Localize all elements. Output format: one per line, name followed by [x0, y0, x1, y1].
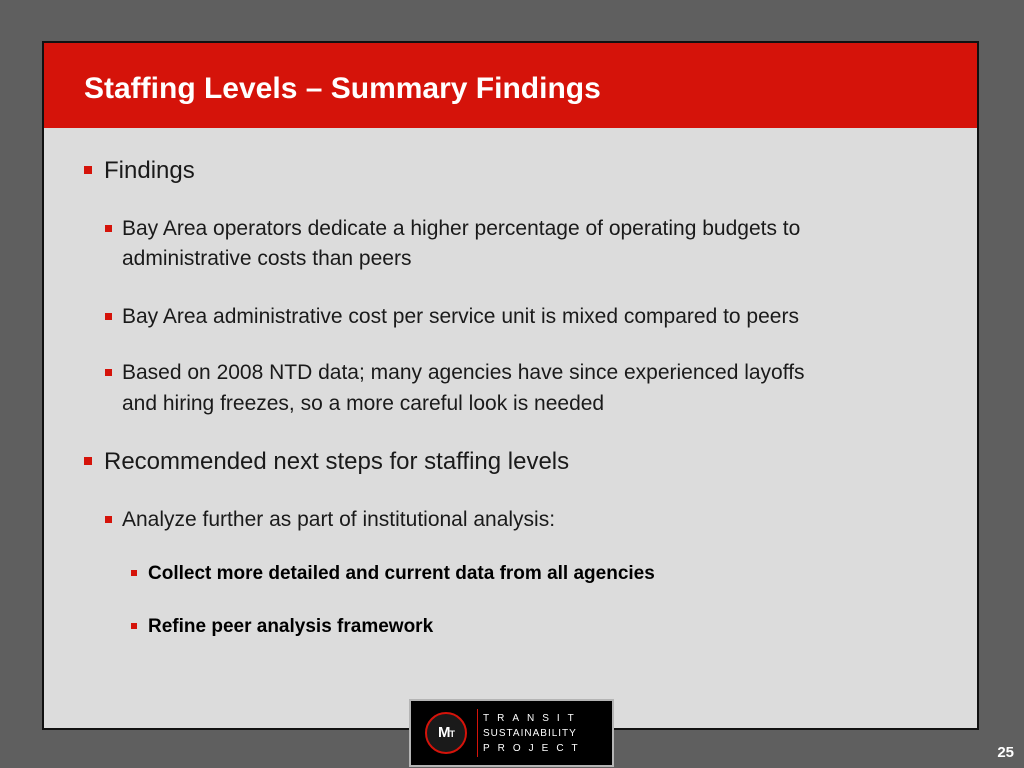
- bullet-square-icon: [105, 313, 112, 320]
- logo-line-transit: TRANSIT: [483, 713, 582, 724]
- bullet-refine-framework: [148, 614, 433, 640]
- bullet-square-icon: [105, 516, 112, 523]
- bullet-ntd-data: [122, 358, 805, 388]
- bullet-square-icon: [84, 166, 92, 174]
- bullet-square-icon: [84, 457, 92, 465]
- logo-line-sustainability: SUSTAINABILITY: [483, 728, 577, 739]
- bullet-square-icon: [131, 623, 137, 629]
- title-bar: [44, 43, 977, 128]
- page-number: 25: [997, 744, 1014, 761]
- bullet-text: administrative costs than peers: [122, 247, 412, 270]
- bullet-admin-budget-continued: [122, 244, 411, 274]
- bullet-analyze-further: [122, 505, 555, 535]
- bullet-cost-per-unit: [122, 302, 799, 332]
- bullet-next-steps: [104, 447, 569, 477]
- bullet-ntd-data-continued: [122, 389, 604, 419]
- bullet-square-icon: [105, 225, 112, 232]
- transit-sustainability-logo: [409, 699, 614, 767]
- bullet-text: and hiring freezes, so a more careful look is needed: [122, 392, 605, 415]
- bullet-square-icon: [131, 570, 137, 576]
- logo-emblem-text: MT: [438, 724, 454, 741]
- bullet-admin-budget: [122, 214, 800, 244]
- bullet-text: Refine peer analysis framework: [148, 616, 434, 637]
- slide-frame: [42, 41, 979, 730]
- bullet-square-icon: [105, 369, 112, 376]
- logo-divider: [477, 709, 478, 757]
- bullet-collect-data: [148, 561, 655, 587]
- bullet-text: Based on 2008 NTD data; many agencies have since experienced layoffs: [122, 361, 805, 384]
- logo-line-project: PROJECT: [483, 743, 586, 754]
- bullet-text: Bay Area operators dedicate a higher percentage of operating budgets to: [122, 217, 801, 240]
- bullet-text: Recommended next steps for staffing levels: [104, 448, 570, 475]
- bullet-text: Bay Area administrative cost per service unit is mixed compared to peers: [122, 305, 799, 328]
- slide-title: Staffing Levels – Summary Findings: [84, 72, 601, 105]
- bullet-text: Collect more detailed and current data from all agencies: [148, 563, 655, 584]
- bullet-findings: [104, 156, 195, 186]
- bullet-text: Analyze further as part of institutional analysis:: [122, 508, 556, 531]
- mtc-logo-icon: [425, 712, 467, 754]
- bullet-text: Findings: [104, 157, 195, 184]
